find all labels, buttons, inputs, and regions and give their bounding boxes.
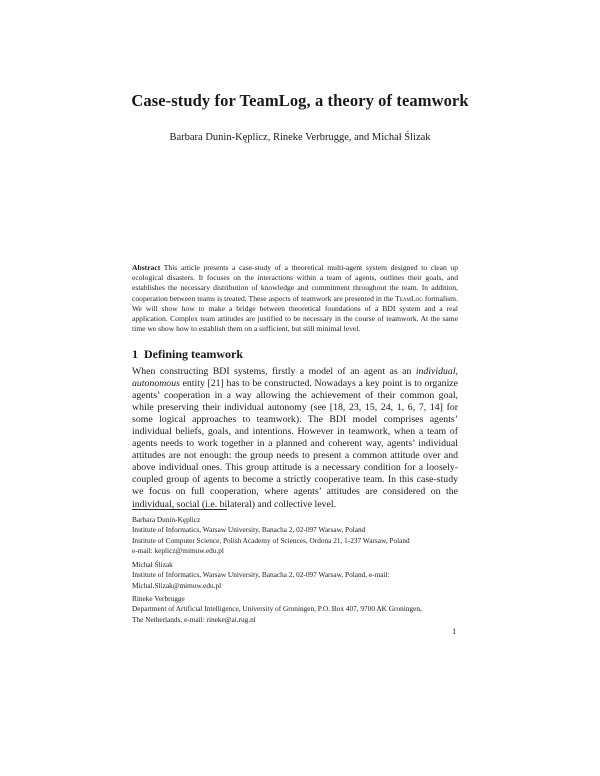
affiliation-line: Institute of Informatics, Warsaw University, Banacha 2, 02-097 Warsaw, Poland [132,525,366,535]
affiliation-line: The Netherlands, e-mail: rineke@ai.rug.nl [132,614,256,624]
affiliation-slizak [132,560,458,591]
affiliation-dunin-keplicz [132,515,458,557]
abstract-text-part1: This article presents a case-study of a theoretical multi-agent system designed to clean up ecological disasters. It focuses on the interactions within a team of agents, outlines their goals, and establishes the necessary distribution of knowledge and commitment throughout the team. In addition, cooperation between teams is treated. These aspects of teamwork are presented in the [132,263,459,303]
affiliation-name: Barbara Dunin-Kęplicz [132,515,201,524]
section-number: 1 [132,347,138,361]
section-title: Defining teamwork [144,347,243,361]
affiliation-name: Rineke Verbrugge [132,594,185,603]
teamlog-name: TeamLog [395,293,423,303]
footnote-divider [132,509,227,510]
abstract [132,263,458,334]
body-text-part2: entity [21] has to be constructed. Nowadays a key point is to organize agents’ cooperation in a way allowing the achievement of their common goal, while preserving their individual autonomy (see [18, 23, 15, 24, 1, 6, 7, 14] for some logical approaches to teamwork). The BDI model comprises agents’ individual beliefs, goals, and intentions. However in teamwork, when a team of agents needs to work together in a planned and coherent way, agents’ individual attitudes are not enough: the group needs to present a common attitude over and above individual ones. This group attitude is a necessary condition for a loosely-coupled group of agents to become a strictly cooperative team. In this case-study we focus on full cooperation, where agents’ attitudes are considered on the individual, social (i.e. bilateral) and collective level. [132,378,458,510]
affiliation-verbrugge [132,594,458,625]
paper-title: Case-study for TeamLog, a theory of teamwork [131,91,469,110]
body-text-italic: individual, autonomous [132,366,458,390]
section-heading [132,347,243,362]
affiliation-email: e-mail: keplicz@mimuw.edu.pl [132,546,224,556]
abstract-label: Abstract [132,263,161,272]
affiliation-line: Department of Artificial Intelligence, University of Groningen, P.O. Box 407, 9700 AK Groningen, [132,604,422,614]
author-list: Barbara Dunin-Kęplicz, Rineke Verbrugge, and Michał Ślizak [169,132,431,143]
affiliation-line: Institute of Informatics, Warsaw University, Banacha 2, 02-097 Warsaw, Poland, e-mail: [132,570,390,580]
body-paragraph [132,366,458,511]
abstract-text-part2: formalism. We will show how to make a bridge between theoretical foundations of a BDI system and a real application. Complex team attitudes are justified to be necessary in the course of teamwork. At the same time we show how to establish them on a sufficient, but still minimal level. [132,293,458,334]
page-number: 1 [452,626,457,636]
affiliation-line: Institute of Computer Science, Polish Academy of Sciences, Ordona 21, 1-237 Warsaw, Poland [132,535,410,545]
affiliation-name: Michał Ślizak [132,560,173,569]
body-text-part1: When constructing BDI systems, firstly a model of an agent as an [132,366,412,377]
affiliation-email: Michal.Slizak@mimuw.edu.pl [132,580,222,590]
